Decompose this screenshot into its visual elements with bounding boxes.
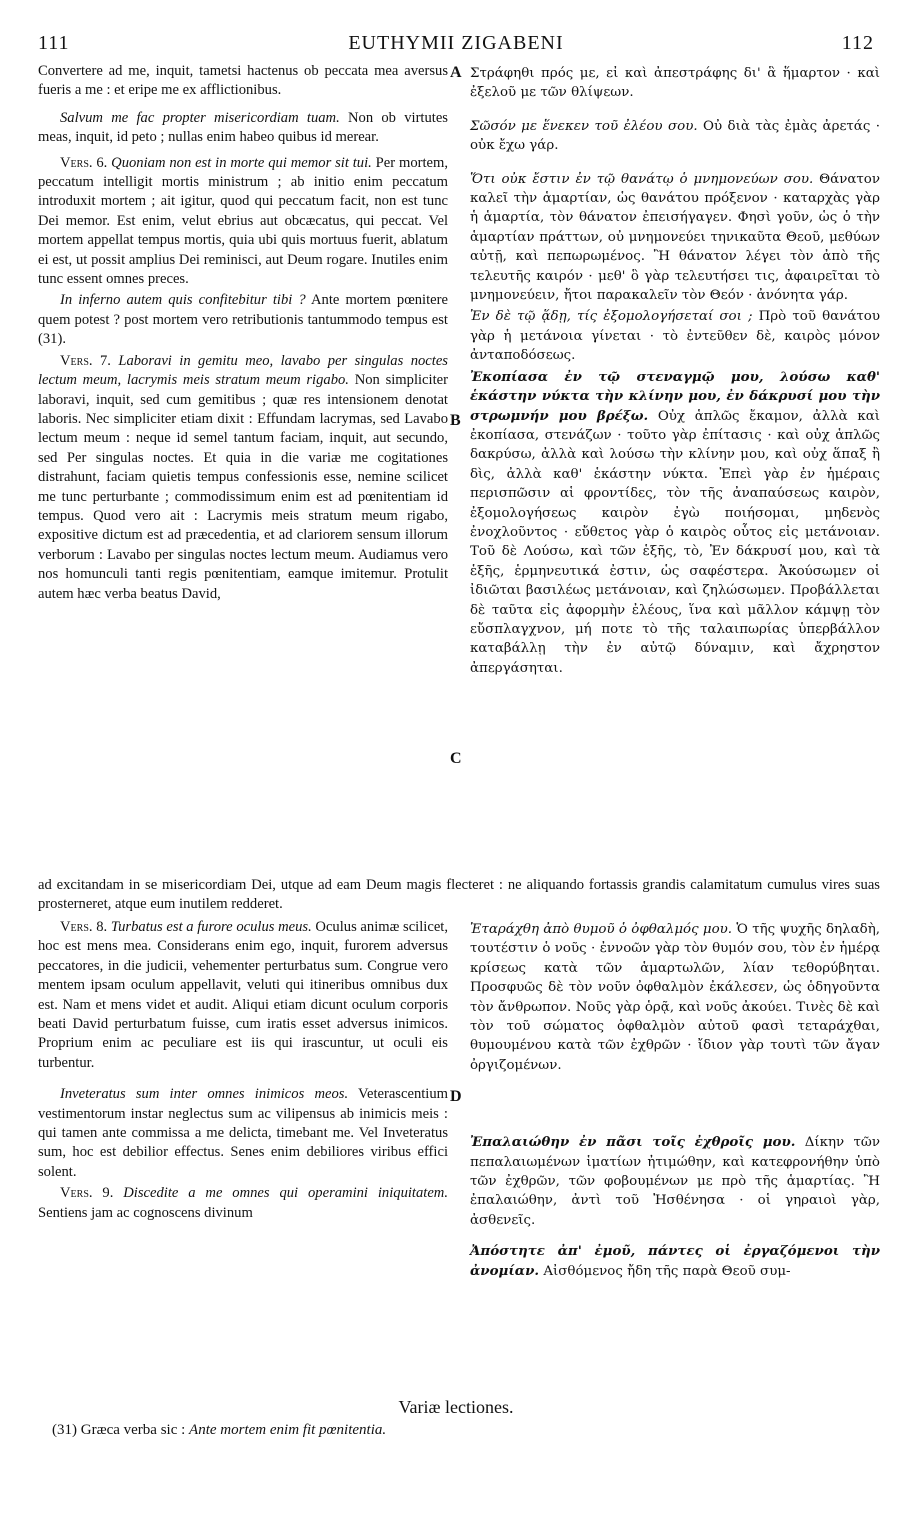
greek-column-lower [470,920,880,1281]
greek-paragraph: Σῶσόν με ἕνεκεν τοῦ ἐλέου σου. Οὐ διὰ τὰς ἐμὰς ἀρετάς · οὐκ ἔχω γάρ. [470,118,880,154]
variae-lectiones-heading: Variæ lectiones. [398,1397,514,1417]
page-number-left: 111 [38,32,70,54]
section-marker-c: C [450,750,462,767]
footnote-number: (31) [52,1422,77,1438]
full-width-text [38,876,880,915]
latin-paragraph: Vers. 9. Discedite a me omnes qui operamini iniquitatem. Sentiens jam ac cognoscens divinum [38,1185,448,1221]
running-title: EUTHYMII ZIGABENI [348,32,564,54]
footnote-italic: Ante mortem enim fit pœnitentia. [189,1422,387,1438]
latin-column-lower [38,918,448,1223]
greek-paragraph: Ὅτι οὐκ ἔστιν ἐν τῷ θανάτῳ ὁ μνημονεύων σου. Θάνατον καλεῖ τὴν ἁμαρτίαν, ὡς θανάτου πρόξενον · καταρχὰς γὰρ ἡ ἁμαρτία, τὸν θάνατον ἐπεισήγαγεν. Φησὶ γοῦν, ὡς ὁ τὴν ἁμαρτίαν πράττων, οὐ μνημονεύει τηνικαῦτα Θεοῦ, μεθύων αὐτῇ, καὶ πεπωρωμένος. Ἢ θάνατον λέγει τὸν ἀπὸ τῆς τελευτῆς καιρόν · μεθ' ὃ γὰρ τελευτήσει τις, ἀφαιρεῖται τὸ μνημονεύειν, ἤτοι παρακαλεῖν τὸν Θεόν · ἀνόνητα γάρ. [470,171,880,304]
footnote-text: Græca verba sic : [77,1422,190,1438]
latin-paragraph: Vers. 6. Quoniam non est in morte qui memor sit tui. Per mortem, peccatum intelligit mortis ministrum ; ab initio enim peccatum introduxit mortem ; ait igitur, quod qui peccatum facit, non est tunc Dei memor. Est enim, velut ebrius aut obcæcatus, qui peccat. Vel mortem appellat tempus mortis, quia ubi quis mortuus fuerit, ablatum ei est, ut possit amplius Dei reminisci, aut Deum rogare. Inutiles enim tunc essent omnes preces. [38,154,449,288]
latin-paragraph: Salvum me fac propter misericordiam tuam. Non ob virtutes meas, inquit, id peto ; nullas enim habeo quibus id merear. [38,109,448,146]
greek-paragraph: Στράφηθι πρός με, εἰ καὶ ἀπεστράφης δι' ἃ ἥμαρτον · καὶ ἐξελοῦ με τῶν θλίψεων. [470,66,880,101]
latin-paragraph: Convertere ad me, inquit, tametsi hactenus ob peccata mea aversus fueris a me : et eripe me ex afflictionibus. [38,63,448,99]
greek-paragraph: Ἐν δὲ τῷ ᾅδῃ, τίς ἐξομολογήσεταί σοι ; Πρὸ τοῦ θανάτου γὰρ ἡ μετάνοια γίνεται · τὸ ἐντεῦθεν δὲ, καιρὸς μόνον ἀνταποδόσεως. [470,309,880,364]
section-marker-d: D [450,1088,462,1105]
greek-paragraph: Ἐκοπίασα ἐν τῷ στεναγμῷ μου, λούσω καθ' ἑκάστην νύκτα τὴν κλίνην μου, ἐν δάκρυσί μου τὴν στρωμνήν μου βρέξω. Οὐχ ἁπλῶς ἔκαμον, ἀλλὰ καὶ ἐκοπίασα, στενάζων · τοῦτο γὰρ ἐπίτασις · καὶ οὐχ ἁπλῶς δακρύσω, ἀλλὰ καὶ λούσω τὴν κλίνην μου, καὶ οὐχ ἅπαξ ἢ δὶς, ἀλλὰ καθ' ἑκάστην νύκτα. Ἐπεὶ γὰρ ἐν ἡμέραις περισπῶσιν αἱ φροντίδες, τὸν τῆς ἀναπαύσεως καιρὸν, ἐξομολογήσεως καιρὸν ἐγὼ ποιήσομαι, μηδενὸς ἐνοχλοῦντος · εὔθετος γὰρ ὁ καιρὸς οὗτος εἰς μετάνοιαν. Τοῦ δὲ Λούσω, καὶ τῶν ἑξῆς, τὸ, Ἐν δάκρυσί μου, καὶ τὰ ἑξῆς, ἑρμηνευτικά ἐστιν, ὡς σαφέστερα. Ἀκούσωμεν οἱ ἰδιῶται βασιλέως μετάνοιαν, καὶ ζηλώσωμεν. Προβάλλεται δὲ ταῦτα εἰς ἀφορμὴν ἐλέους, ἵνα καὶ μᾶλλον κάμψῃ τὸν εὔσπλαγχνον, μή ποτε τὸ τῆς ταλαιπωρίας ὑπερβάλλον καταβάλλῃ τὴν ἐν αὐτῷ δύναμιν, καὶ ἄχρηστον ἀπεργάσηται. [470,368,880,676]
latin-paragraph: ad excitandam in se misericordiam Dei, utque ad eam Deum magis flecteret : ne aliquando fortassis grandis calamitatum cumulus vires suas prosterneret, atque eum inutilem redderet. [38,877,880,913]
latin-column-upper [38,62,448,604]
page-number-right: 112 [841,32,874,54]
greek-paragraph: Ἐταράχθη ἀπὸ θυμοῦ ὁ ὀφθαλμός μου. Ὁ τῆς ψυχῆς δηλαδὴ, τουτέστιν ὁ νοῦς · ἐννοῶν γὰρ τὸν θυμόν σου, τὸν ἐν ἡμέρᾳ κρίσεως κατὰ τῶν ἁμαρτωλῶν, λίαν τεθορύβηται. Προσφυῶς δὲ τὸν νοῦν ὀφθαλμὸν ἐκάλεσεν, ὡς ὁδηγοῦντα τὸν ἄνθρωπον. Νοῦς γὰρ ὁρᾷ, καὶ νοῦς ἀκούει. Τινὲς δὲ καὶ τὸν τοῦ σώματος ὀφθαλμὸν αὐτοῦ φασὶ τεταράχθαι, θυμουμένου κατὰ τῶν ἐχθρῶν · ἴδιον γὰρ τουτὶ τῶν ἄγαν ὀργιζομένων. [470,922,880,1073]
greek-column-upper [470,64,880,678]
latin-paragraph: In inferno autem quis confitebitur tibi ? Ante mortem pœnitere quem potest ? post mortem vero retributionis tantummodo tempus est (31). [38,292,448,348]
greek-paragraph: Ἀπόστητε ἀπ' ἐμοῦ, πάντες οἱ ἐργαζόμενοι τὴν ἀνομίαν. Αἰσθόμενος ἤδη τῆς παρὰ Θεοῦ συμ- [470,1243,880,1279]
running-header [38,32,874,56]
latin-paragraph: Vers. 8. Turbatus est a furore oculus meus. Oculus animæ scilicet, hoc est mens mea. Considerans enim ego, inquit, furorem adversus peccatores, in die judicii, vehementer perturbatus sum. Congrue vero mentem ipsam oculum appellavit, veluti qui itineribus omnibus dux est. Nam et mens videt et audit. Aliqui etiam dicunt oculum corporis beati David perturbatum fuisse, cum iratis esset adversus inimicos. Proprium enim ac peculiare est iis qui irascuntur, ut oculi eis turbentur. [38,919,448,1071]
footnote [52,1422,872,1439]
latin-paragraph: Vers. 7. Laboravi in gemitu meo, lavabo per singulas noctes lectum meum, lacrymis meis stratum meum rigabo. Non simpliciter laboravi, inquit, sed cum gemitibus ; quæ res intensionem denotat laboris. Nec simpliciter etiam dixit : Effundam lacrymas, sed Lavabo lectum meum : neque id semel tantum faciam, inquit, aut secundo, sed Per singulas noctes. Et quia in die variæ me cogitationes distrahunt, faciam quietis tempus confessionis esse, nemine scilicet me tunc perturbante ; commodissimum enim est ad pœnitentiam id tempus. Quod vero ait : Lacrymis meis stratum meum rigabo, expositive dictum est ad præcedentia, et ad clariorem sensum illorum verborum : Lavabo per singulas noctes lectum meum. Audiamus vero nos homunculi tanti regis pœnitentiam, eamque imitemur. Protulit autem hæc verba beatus David, [38,352,448,602]
greek-paragraph: Ἐπαλαιώθην ἐν πᾶσι τοῖς ἐχθροῖς μου. Δίκην τῶν πεπαλαιωμένων ἱματίων ἠτιμώθην, καὶ κατεφρονήθην ὑπὸ τῶν ἐχθρῶν, τῶν φοβουμένων με πρὸ τῆς ἁμαρτίας. Ἢ ἐπαλαιώθην, ἀντὶ τοῦ Ἠσθένησα · οἱ γηραιοὶ γὰρ, ἀσθενεῖς. [470,1134,880,1228]
section-marker-a: A [450,64,462,81]
section-marker-b: B [450,412,461,429]
latin-paragraph: Inveteratus sum inter omnes inimicos meos. Veterascentium vestimentorum instar neglectus sum ac vilipensus ab inimicis meis : qui tamen ante commissa a me delicta, timebant me. Vel Inveteratus sum, hoc est debilior effectus. Senes enim debiliores viribus effici solent. [38,1086,448,1180]
